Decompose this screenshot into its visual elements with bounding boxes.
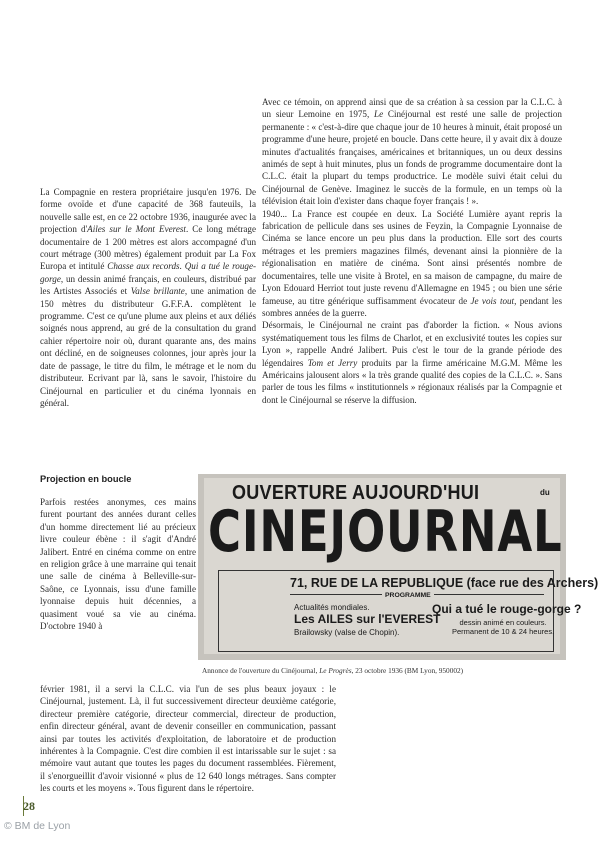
italic-text: Le (374, 109, 384, 120)
paragraph (40, 683, 336, 795)
text-run: La Compagnie en restera propriétaire jusqu'en 1976. De forme ovoïde et d'une capacité de 368 fauteuils, la nouvelle salle est, en ce 22 octobre 1936, inaugurée avec la projection d' (40, 187, 256, 235)
text-run: 1940... La France est coupée en deux. La Société Lumière ayant repris la fabrication de pellicule dans ses usines de Feyzin, la Compagnie Lyonnaise de Cinéma se lance encore un peu plus dans la production. Elle sort des courts métrages et les premiers magazines filmés, devenant ainsi la pionnière de la régionalisation en matière de cinéma. Sont ainsi présentés nombre de documentaires, telle une visite à Brotel, en sa maison de campagne, du maire de Lyon Edouard Herriot tout juste revenu d'Allemagne en 1945 ; ou bien une série fameuse, au titre générique suffisamment évocateur de (262, 208, 562, 306)
italic-text: Tom et Jerry (307, 357, 358, 368)
ad-news-line: Actualités mondiales. (294, 603, 370, 612)
newspaper-advertisement-image (198, 474, 599, 660)
figure-caption (202, 666, 463, 675)
text-run: Annonce de l'ouverture du Cinéjournal, (202, 666, 320, 675)
italic-text: Qui a tué le rouge-gorge (40, 261, 257, 284)
text-run: Avec ce témoin, on apprend ainsi que de sa création à sa cession par la C.L.C. à un sieur Lemoine en 1975, (262, 97, 562, 120)
ad-cartoon-line: Permanent de 10 & 24 heures. (452, 626, 555, 636)
ad-address: 71, RUE DE LA REPUBLIQUE (face rue des Archers) (290, 576, 599, 590)
italic-text: Je vois tout (470, 295, 515, 306)
copyright-watermark: © BM de Lyon (4, 820, 71, 832)
ad-programme-label: PROGRAMME (382, 592, 434, 599)
text-run: , 23 octobre 1936 (BM Lyon, 950002) (351, 666, 464, 675)
text-run: , pendant les sombres années de la guerre. (262, 295, 562, 318)
italic-text: Valse brillante (130, 286, 185, 297)
italic-text: Ailes sur le Mont Everest (87, 224, 186, 235)
ad-headline: OUVERTURE AUJOURD'HUI (232, 482, 480, 504)
section-heading: Projection en boucle (40, 474, 132, 484)
ad-cartoon-description (452, 619, 554, 636)
ad-cinema-name: CINEJOURNAL (208, 499, 563, 565)
ad-cartoon-line: dessin animé en couleurs. (459, 618, 547, 627)
text-run: février 1981, il a servi la C.L.C. via l'un de ses plus beaux joyaux : le Cinéjournal, justement. Là, il fut successivement directeur deuxième catégorie, directeur première catégorie, directeur commercial, directeur de production, enfin directeur général, avant de devenir conseiller en communication, passant ainsi par toutes les activités d'exploitation, de laboratoire et de production inhérentes à la Compagnie. C'est dire combien il est intarissable sur le sujet : sa mémoire vaut autant que toutes les pages du document rassemblées. Fièrement, il s'enorgueillit d'avoir visionné « plus de 12 640 longs métrages. Sans compter les courts et les moyens ». Tous figurent dans le répertoire. (40, 684, 336, 794)
paragraph (262, 96, 562, 208)
paragraph (262, 319, 562, 406)
ad-cartoon-title: Qui a tué le rouge-gorge ? (432, 602, 582, 616)
text-run: Cinéjournal est resté une salle de projection permanente : « c'est-à-dire que chaque jour de 10 heures à minuit, était proposé un programme d'une heure, projeté en boucle. Dans cette heure, il y avait dix à douze minutes d'actualités françaises, américaines et britanniques, un ou deux dessins animés de sept à huit minutes, plus un fonds de programme documentaire dont la C.L.C. était la plupart du temps productrice. Le modèle suivi était celui du Cinéjournal de Genève. Imaginez le succès de la formule, en un temps où la télévision était loin d'exister dans chaque foyer français ! ». (262, 109, 562, 207)
paragraph (40, 186, 256, 409)
text-run: , une animation de 150 mètres du distributeur G.F.F.A. complètent le programme. C'est ce qu'une plume aux pleins et aux déliés soignés nous apprend, au gré de la consultation du grand cahier répertoire noir où, durant quarante ans, des mains ont décliné, en de soigneuses colonnes, jour après jour la date de passage, le titre du film, le métrage et le nom du distributeur. Ecrivant par là, sans le savoir, l'histoire du Cinéjournal en particulier et du cinéma lyonnais en général. (40, 286, 256, 408)
left-column-text (40, 186, 256, 409)
section-wide-text (40, 683, 336, 795)
section-narrow-text (40, 496, 196, 632)
paragraph (40, 496, 196, 632)
text-run: Désormais, le Cinéjournal ne craint pas d'aborder la fiction. « Nous avions systématiquement tous les films de Charlot, et en exclusivité toutes les copies sur Lyon », rappelle André Jalibert. Puis c'est le tour de la grande période des légendaires (262, 320, 562, 368)
text-run: produits par la firme américaine M.G.M. Même les Américains jalousent alors « la très grande qualité des copies de la C.L.C. ». Sans parler de tous les films « institutionnels » régionaux réalisés par la Compagnie et dont le Cinéjournal se réserve la diffusion. (262, 357, 562, 405)
ad-headline-suffix: du (540, 488, 550, 497)
advertisement-clipping (204, 478, 599, 654)
italic-text: Chasse aux records (107, 261, 180, 272)
text-run: . (179, 261, 185, 272)
text-run: Parfois restées anonymes, ces mains furent pourtant des années durant celles d'un homme directement lié au précieux livre couleur ébène : il s'agit d'André Jalibert. Entré en cinéma comme on entre en religion grâce à une marraine qui tenait une salle de cinéma à Belleville-sur-Saône, ce Lyonnais, issu d'une famille lyonnaise depuis huit décennies, a quasiment voué sa vie au cinéma. D'octobre 1940 à (40, 497, 196, 632)
ad-feature-film: Les AILES sur l'EVEREST (294, 612, 441, 626)
text-run: . Ce long métrage documentaire de 1 200 mètres est alors accompagné d'un court métrage (300 mètres) également produit par La Fox Europa et intitulé (40, 224, 257, 272)
ad-music-line: Brailowsky (valse de Chopin). (294, 628, 400, 637)
text-run: , un dessin animé français, en couleurs, distribué par les Artistes Associés et (40, 273, 256, 297)
italic-text: Le Progrès (319, 666, 352, 675)
right-column-text (262, 96, 562, 406)
paragraph (262, 208, 562, 320)
page-number: 28 (23, 799, 35, 813)
